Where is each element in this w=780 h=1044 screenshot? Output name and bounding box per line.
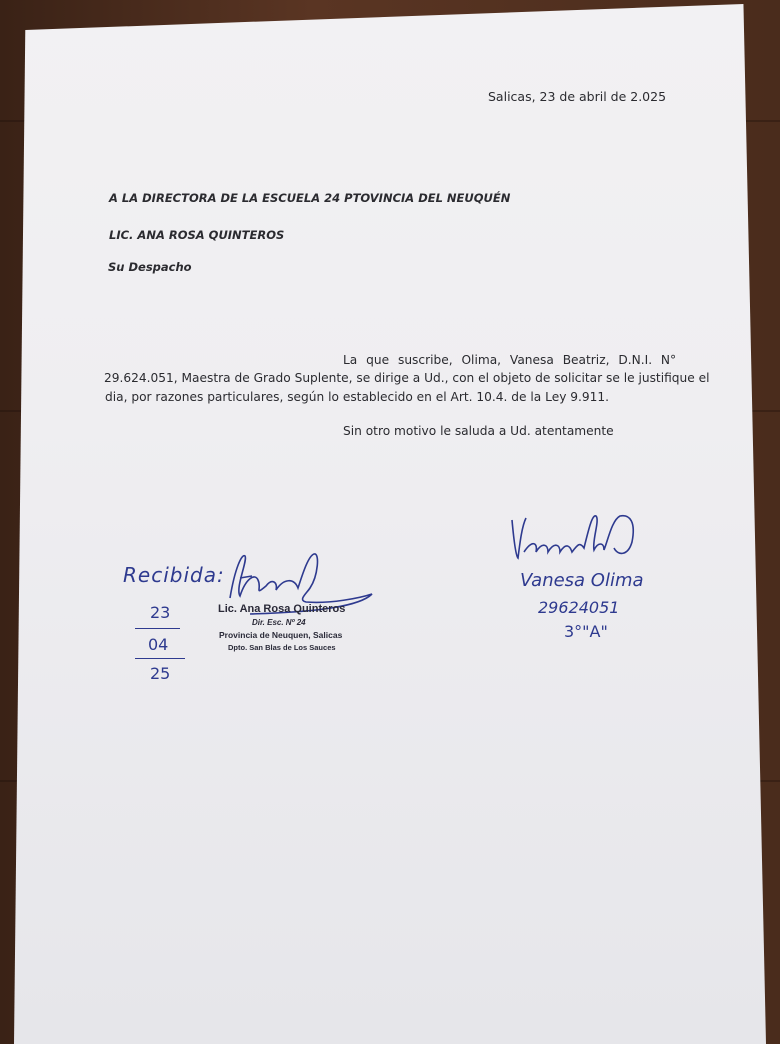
signer-grade: 3°"A" [564,622,608,641]
received-divider-1 [135,628,180,629]
signer-number: 29624051 [538,598,620,617]
stamp-name: Lic. Ana Rosa Quinteros [218,603,346,615]
received-year: 25 [150,664,171,683]
received-label: Recibida: [123,563,225,587]
stamp-province: Provincia de Neuquen, Salicas [219,630,343,640]
body-line-3: dia, por razones particulares, según lo establecido en el Art. 10.4. de la Ley 9.911. [105,390,610,404]
signer-name: Vanesa Olima [520,570,644,591]
closing-line: Sin otro motivo le saluda a Ud. atentamente [343,424,614,438]
received-divider-2 [135,658,185,659]
place-date: Salicas, 23 de abril de 2.025 [488,89,667,104]
letter-paper [14,4,766,1044]
body-line-2: 29.624.051, Maestra de Grado Suplente, se dirige a Ud., con el objeto de solicitar se le justifique el [104,371,710,385]
recipient-line-3: Su Despacho [108,260,192,274]
body-line-1: La que suscribe, Olima, Vanesa Beatriz, D.N.I. N° [343,353,677,367]
signer-signature [508,512,648,562]
received-day: 23 [150,603,171,622]
stamp-dept: Dpto. San Blas de Los Sauces [228,643,336,652]
recipient-line-1: A LA DIRECTORA DE LA ESCUELA 24 PTOVINCIA DEL NEUQUÉN [109,191,511,205]
recipient-line-2: LIC. ANA ROSA QUINTEROS [109,228,285,242]
stamp-role: Dir. Esc. Nº 24 [252,618,306,627]
received-month: 04 [148,635,169,654]
